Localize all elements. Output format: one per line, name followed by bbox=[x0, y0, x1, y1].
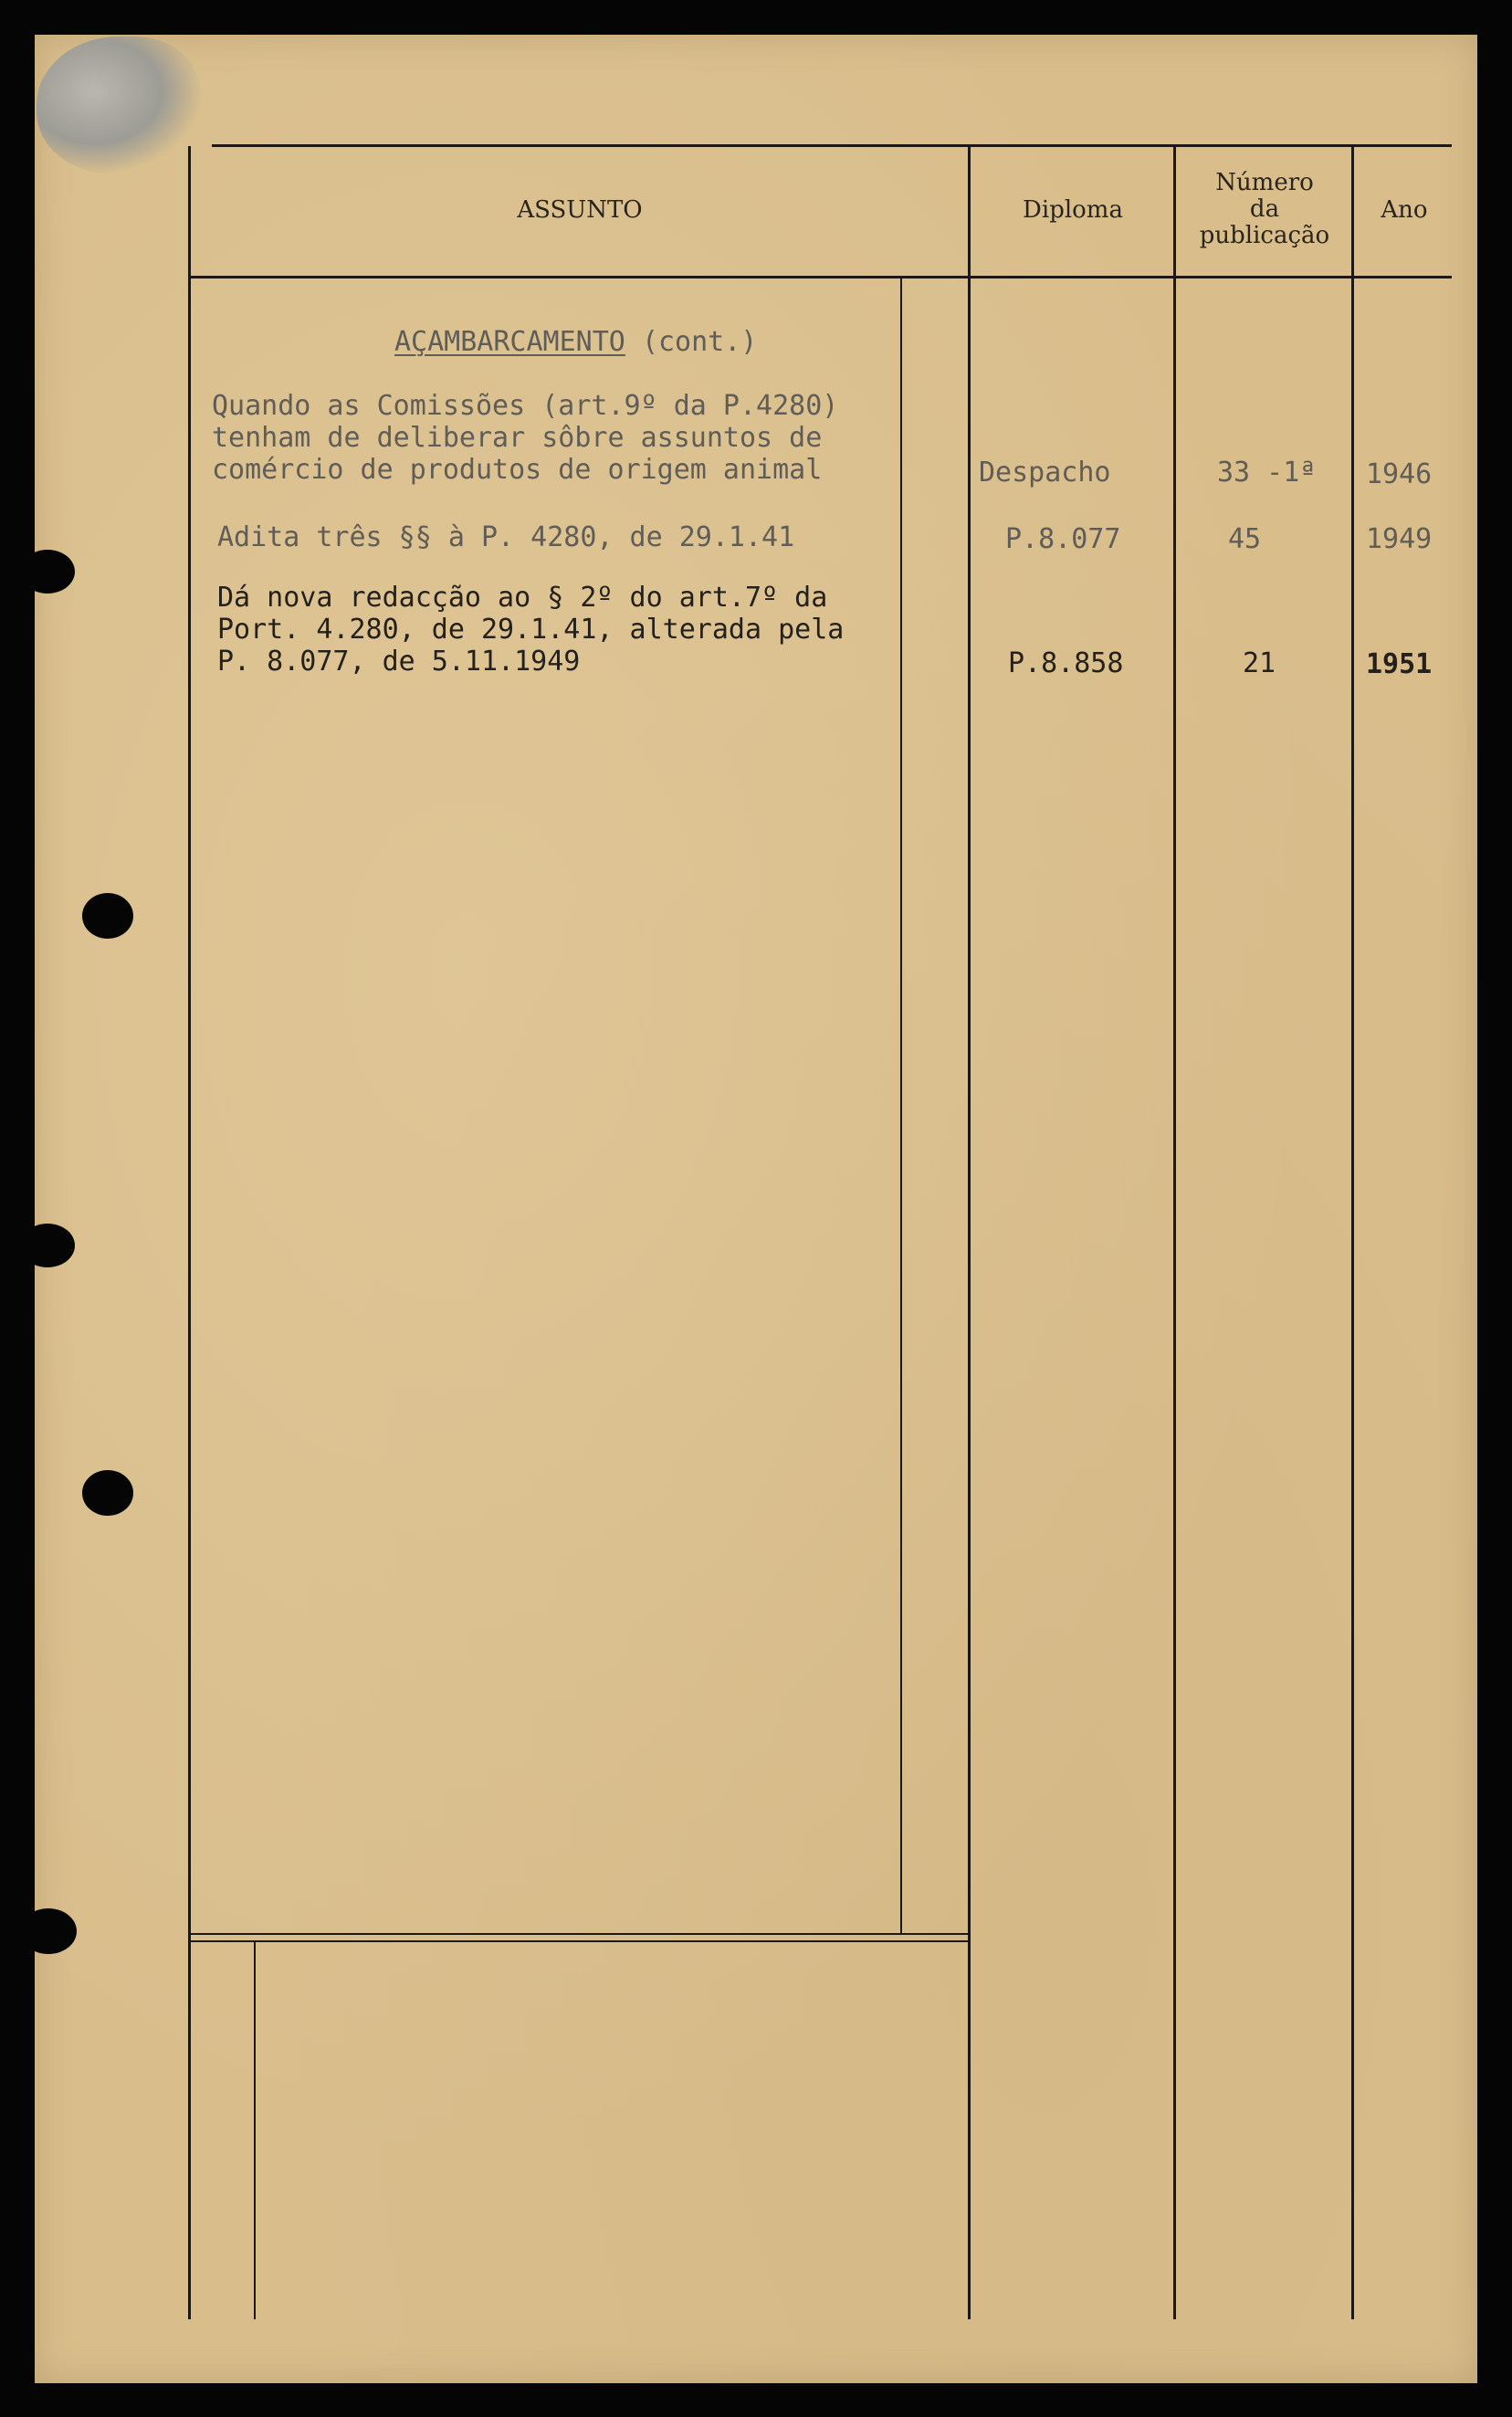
punch-hole bbox=[82, 1470, 133, 1516]
ano-column-rule bbox=[1351, 146, 1354, 2319]
section-title bbox=[394, 326, 757, 358]
entry-assunto-line: Port. 4.280, de 29.1.41, alterada pela bbox=[217, 614, 845, 646]
lower-inner-rule bbox=[254, 1942, 256, 2319]
entry-assunto bbox=[212, 390, 838, 486]
punch-hole bbox=[20, 1908, 77, 1954]
entry-assunto-line: tenham de deliberar sôbre assuntos de bbox=[212, 422, 823, 454]
header-top-rule bbox=[212, 144, 1452, 147]
assunto-inner-rule bbox=[900, 278, 902, 1933]
punch-hole bbox=[20, 1224, 75, 1267]
entry-assunto bbox=[217, 582, 844, 678]
entry-assunto-line: comércio de produtos de origem animal bbox=[212, 454, 823, 486]
diploma-column-rule bbox=[968, 146, 971, 2319]
header-numero bbox=[1178, 170, 1351, 249]
entry-assunto-line: P. 8.077, de 5.11.1949 bbox=[217, 646, 581, 678]
header-bottom-rule bbox=[189, 276, 1452, 278]
lower-double-rule-top bbox=[190, 1933, 968, 1935]
header-diploma: Diploma bbox=[1023, 196, 1123, 224]
entry-ano: 1946 bbox=[1366, 458, 1433, 490]
header-numero-line3: publicação bbox=[1199, 222, 1330, 249]
punch-hole bbox=[82, 893, 133, 939]
header-numero-line2: da bbox=[1249, 195, 1280, 223]
section-title-text: AÇAMBARCAMENTO bbox=[394, 326, 625, 358]
left-border bbox=[188, 146, 191, 2319]
header-assunto: ASSUNTO bbox=[517, 196, 643, 224]
entry-assunto-line: Dá nova redacção ao § 2º do art.7º da bbox=[217, 582, 828, 614]
entry-numero: 33 -1ª bbox=[1217, 457, 1317, 489]
entry-ano: 1951 bbox=[1366, 648, 1433, 680]
lower-double-rule-bottom bbox=[190, 1940, 968, 1942]
entry-numero: 45 bbox=[1228, 523, 1262, 555]
entry-assunto-line: Adita três §§ à P. 4280, de 29.1.41 bbox=[217, 521, 795, 553]
punch-hole bbox=[20, 550, 75, 594]
entry-numero: 21 bbox=[1243, 647, 1276, 679]
section-title-suffix: (cont.) bbox=[641, 326, 758, 358]
index-card bbox=[35, 35, 1477, 2383]
entry-diploma: P.8.858 bbox=[1008, 647, 1124, 679]
header-numero-line1: Número bbox=[1215, 169, 1314, 196]
entry-assunto-line: Quando as Comissões (art.9º da P.4280) bbox=[212, 390, 839, 422]
entry-diploma: Despacho bbox=[979, 457, 1111, 489]
numero-column-rule bbox=[1173, 146, 1176, 2319]
entry-ano: 1949 bbox=[1366, 523, 1433, 555]
entry-diploma: P.8.077 bbox=[1005, 523, 1121, 555]
header-ano: Ano bbox=[1381, 196, 1428, 224]
entry-assunto bbox=[217, 521, 794, 553]
